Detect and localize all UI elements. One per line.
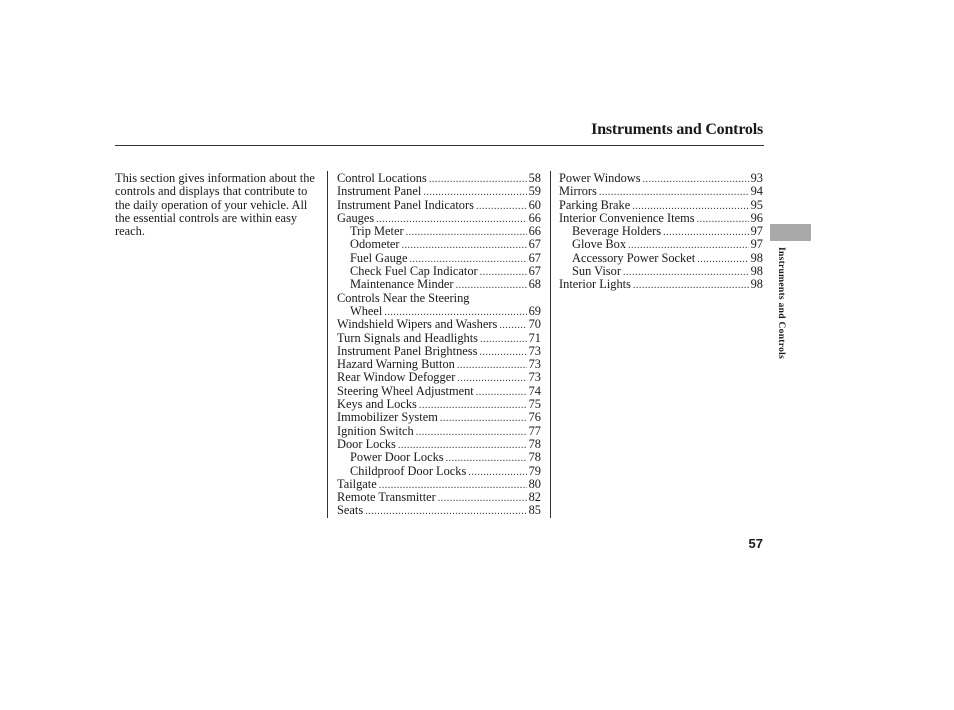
toc-entry[interactable] (337, 491, 541, 504)
toc-leader-dots (499, 319, 526, 332)
toc-entry-label: Maintenance Minder (350, 277, 454, 292)
toc-page-number: 66 (528, 224, 541, 239)
toc-page-number: 79 (528, 463, 541, 478)
toc-entry[interactable] (559, 278, 763, 291)
toc-page-number: 66 (528, 210, 541, 225)
toc-entry-label: Instrument Panel (337, 184, 422, 199)
column-divider-left (327, 171, 328, 518)
toc-leader-dots (633, 279, 749, 292)
toc-entry-label: Windshield Wipers and Washers (337, 317, 498, 332)
toc-page-number: 98 (750, 277, 763, 292)
toc-subentry[interactable] (559, 225, 763, 238)
toc-entry-label: Interior Lights (559, 277, 631, 292)
toc-page-number: 80 (528, 476, 541, 491)
toc-entry-label: Mirrors (559, 184, 597, 199)
toc-page-number: 96 (750, 210, 763, 225)
toc-entry-label: Check Fuel Cap Indicator (350, 264, 478, 279)
toc-entry-label: Accessory Power Socket (572, 250, 696, 265)
toc-entry-label: Interior Convenience Items (559, 210, 695, 225)
toc-subentry[interactable] (337, 465, 541, 478)
toc-page-number: 93 (750, 171, 763, 185)
toc-leader-dots (402, 239, 527, 252)
toc-entry-label: Power Windows (559, 171, 641, 185)
toc-leader-dots (623, 266, 749, 279)
toc-entry-label: Sun Visor (572, 264, 621, 279)
side-section-label: Instruments and Controls (776, 247, 786, 360)
toc-entry[interactable] (337, 199, 541, 212)
toc-subentry[interactable] (337, 278, 541, 291)
toc-subentry[interactable] (337, 252, 541, 265)
title-divider (115, 145, 764, 146)
toc-leader-dots (697, 213, 749, 226)
toc-entry-label: Power Door Locks (350, 450, 444, 465)
toc-subentry[interactable] (559, 252, 763, 265)
toc-subentry[interactable] (559, 265, 763, 278)
toc-leader-dots (468, 466, 526, 479)
toc-entry-label: Fuel Gauge (350, 250, 408, 265)
toc-page-number: 68 (528, 277, 541, 292)
toc-subentry[interactable] (337, 305, 541, 318)
toc-leader-dots (365, 505, 526, 518)
toc-entry[interactable] (559, 199, 763, 212)
toc-page-number: 97 (750, 224, 763, 239)
toc-entry[interactable] (337, 371, 541, 384)
toc-column-right (559, 172, 763, 292)
toc-entry-label: Controls Near the Steering (337, 290, 470, 305)
toc-page-number: 78 (528, 436, 541, 451)
toc-entry-label: Keys and Locks (337, 397, 417, 412)
toc-entry[interactable] (337, 438, 541, 451)
toc-page-number: 78 (528, 450, 541, 465)
toc-page-number: 60 (528, 197, 541, 212)
toc-entry[interactable] (559, 212, 763, 225)
intro-paragraph: This section gives information about the controls and displays that contribute to the daily operation of your vehicle. All the essential controls are within easy reach. (115, 171, 315, 239)
toc-subentry[interactable] (337, 451, 541, 464)
toc-leader-dots (476, 386, 527, 399)
toc-page-number: 67 (528, 250, 541, 265)
toc-leader-dots (476, 200, 527, 213)
section-tab-marker (770, 224, 811, 241)
toc-subentry[interactable] (337, 265, 541, 278)
toc-column-middle (337, 172, 541, 518)
toc-page-number: 58 (528, 171, 541, 185)
toc-page-number: 94 (750, 184, 763, 199)
toc-subentry[interactable] (337, 238, 541, 251)
toc-entry[interactable] (337, 332, 541, 345)
toc-leader-dots (480, 266, 527, 279)
toc-entry-label: Immobilizer System (337, 410, 438, 425)
toc-entry[interactable] (337, 292, 541, 305)
toc-entry-label: Instrument Panel Indicators (337, 197, 474, 212)
toc-entry[interactable] (337, 172, 541, 185)
toc-entry-label: Glove Box (572, 237, 627, 252)
toc-page-number: 74 (528, 383, 541, 398)
toc-entry-label: Hazard Warning Button (337, 357, 455, 372)
toc-page-number: 59 (528, 184, 541, 199)
toc-entry-label: Trip Meter (350, 224, 404, 239)
toc-page-number: 95 (750, 197, 763, 212)
toc-entry[interactable] (337, 318, 541, 331)
toc-entry-label: Rear Window Defogger (337, 370, 456, 385)
toc-leader-dots (643, 173, 749, 186)
toc-leader-dots (406, 226, 527, 239)
page-number: 57 (748, 536, 763, 551)
toc-leader-dots (480, 333, 527, 346)
toc-page-number: 75 (528, 397, 541, 412)
toc-page-number: 98 (750, 250, 763, 265)
toc-entry-label: Instrument Panel Brightness (337, 343, 478, 358)
toc-entry-label: Ignition Switch (337, 423, 414, 438)
toc-entry-label: Turn Signals and Headlights (337, 330, 479, 345)
toc-page-number: 77 (528, 423, 541, 438)
toc-page-number: 73 (528, 343, 541, 358)
toc-leader-dots (479, 346, 526, 359)
toc-page-number: 67 (528, 264, 541, 279)
toc-entry[interactable] (559, 172, 763, 185)
toc-page-number: 82 (528, 490, 541, 505)
toc-page-number: 70 (528, 317, 541, 332)
toc-page-number: 73 (528, 370, 541, 385)
toc-entry[interactable] (337, 411, 541, 424)
toc-entry[interactable] (337, 398, 541, 411)
toc-page-number: 73 (528, 357, 541, 372)
toc-page-number: 76 (528, 410, 541, 425)
toc-subentry[interactable] (337, 225, 541, 238)
toc-leader-dots (697, 253, 748, 266)
toc-entry[interactable] (337, 504, 541, 517)
toc-entry-label: Wheel (350, 303, 383, 318)
toc-entry-label: Odometer (350, 237, 400, 252)
toc-entry[interactable] (337, 212, 541, 225)
toc-entry[interactable] (337, 385, 541, 398)
toc-entry[interactable] (337, 358, 541, 371)
toc-entry-label: Gauges (337, 210, 375, 225)
toc-page-number: 98 (750, 264, 763, 279)
toc-entry[interactable] (337, 478, 541, 491)
toc-page-number: 71 (528, 330, 541, 345)
toc-entry-label: Parking Brake (559, 197, 631, 212)
toc-leader-dots (663, 226, 749, 239)
toc-subentry[interactable] (559, 238, 763, 251)
page-title: Instruments and Controls (591, 121, 763, 138)
toc-page-number: 69 (528, 303, 541, 318)
toc-leader-dots (416, 426, 527, 439)
toc-leader-dots (457, 359, 527, 372)
toc-page-number: 85 (528, 503, 541, 518)
toc-leader-dots (429, 173, 527, 186)
toc-entry[interactable] (559, 185, 763, 198)
toc-page-number: 97 (750, 237, 763, 252)
toc-entry-label: Beverage Holders (572, 224, 662, 239)
toc-entry-label: Seats (337, 503, 364, 518)
toc-entry[interactable] (337, 185, 541, 198)
toc-page-number: 67 (528, 237, 541, 252)
toc-entry-label: Tailgate (337, 476, 377, 491)
toc-entry-label: Control Locations (337, 171, 427, 185)
toc-entry-label: Remote Transmitter (337, 490, 436, 505)
toc-entry-label: Steering Wheel Adjustment (337, 383, 474, 398)
toc-entry[interactable] (337, 425, 541, 438)
toc-entry[interactable] (337, 345, 541, 358)
column-divider-right (550, 171, 551, 518)
toc-leader-dots (440, 412, 527, 425)
toc-entry-label: Door Locks (337, 436, 396, 451)
toc-leader-dots (438, 492, 527, 505)
toc-entry-label: Childproof Door Locks (350, 463, 467, 478)
